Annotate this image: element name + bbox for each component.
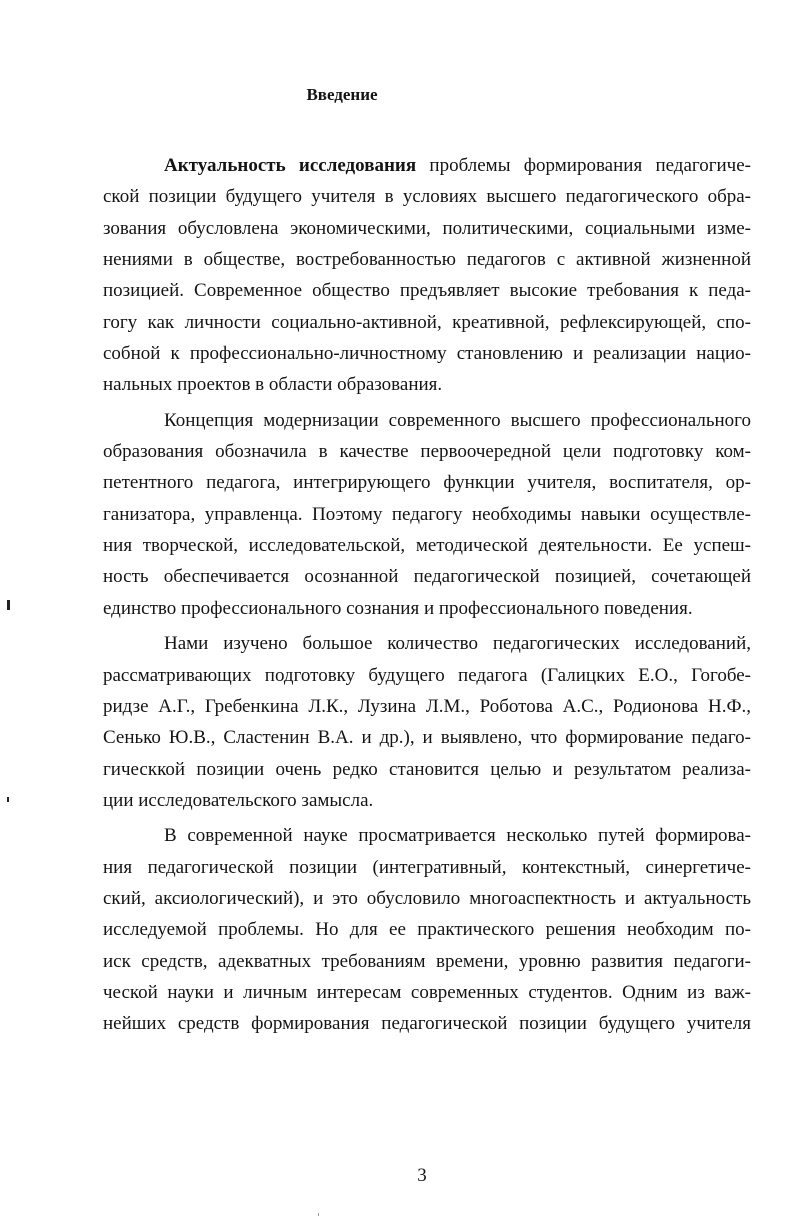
paragraph bbox=[103, 405, 751, 624]
text-line: Нами изучено большое количество педагогических исследований, bbox=[164, 633, 751, 655]
text-line: ридзе А.Г., Гребенкина Л.К., Лузина Л.М., Роботова А.С., Родионова Н.Ф., bbox=[103, 695, 751, 717]
text-line: гическкой позиции очень редко становится целью и результатом реализа- bbox=[103, 758, 751, 780]
text-line: гогу как личности социально-активной, креативной, рефлексирующей, спо- bbox=[103, 311, 751, 333]
text-line: единство профессионального сознания и профессионального поведения. bbox=[103, 597, 693, 619]
text-line: нейших средств формирования педагогической позиции будущего учителя bbox=[103, 1013, 751, 1035]
text-line: ской позиции будущего учителя в условиях высшего педагогического обра- bbox=[103, 186, 751, 208]
text-line: образования обозначила в качестве первоочередной цели подготовку ком- bbox=[103, 441, 751, 463]
scan-mark bbox=[7, 797, 9, 802]
text-line: ции исследовательского замысла. bbox=[103, 789, 374, 811]
text-line: ский, аксиологический), и это обусловило многоаспектность и актуальность bbox=[103, 887, 751, 909]
text-line: позицией. Современное общество предъявляет высокие требования к педа- bbox=[103, 280, 751, 302]
text-line: нальных проектов в области образования. bbox=[103, 374, 443, 396]
text-line: Сенько Ю.В., Сластенин В.А. и др.), и выявлено, что формирование педаго- bbox=[103, 727, 751, 749]
paragraph bbox=[103, 628, 751, 816]
text-line: рассматривающих подготовку будущего педагога (Галицких Е.О., Гогобе- bbox=[103, 664, 751, 686]
bold-lead-phrase: Актуальность исследования bbox=[164, 155, 417, 176]
text-line: петентного педагога, интегрирующего функции учителя, воспитателя, ор- bbox=[103, 472, 751, 494]
page-number: 3 bbox=[417, 1165, 427, 1186]
paragraph bbox=[103, 820, 751, 1039]
text-line: зования обусловлена экономическими, политическими, социальными изме- bbox=[103, 217, 751, 239]
text-line: ность обеспечивается осознанной педагогической позицией, сочетающей bbox=[103, 566, 751, 588]
body-text bbox=[103, 150, 751, 1040]
text-line: ния творческой, исследовательской, методической деятельности. Ее успеш- bbox=[103, 535, 751, 557]
text-line: исследуемой проблемы. Но для ее практического решения необходим по- bbox=[103, 919, 751, 941]
scan-mark bbox=[318, 1213, 319, 1216]
text-line: Актуальность исследования проблемы формирования педагогиче- bbox=[164, 155, 751, 176]
text-line: Концепция модернизации современного высшего профессионального bbox=[164, 409, 751, 431]
text-line: В современной науке просматривается несколько путей формирова- bbox=[164, 825, 751, 847]
text-line: ганизатора, управленца. Поэтому педагогу необходимы навыки осуществле- bbox=[103, 503, 751, 525]
scan-mark bbox=[7, 600, 10, 610]
text-line: ческой науки и личным интересам современных студентов. Одним из важ- bbox=[103, 981, 751, 1003]
text-line: иск средств, адекватных требованиям времени, уровню развития педагоги- bbox=[103, 950, 751, 972]
text-line: ния педагогической позиции (интегративный, контекстный, синергетиче- bbox=[103, 856, 751, 878]
page-title: Введение bbox=[306, 85, 378, 104]
text-line: нениями в обществе, востребованностью педагогов с активной жизненной bbox=[103, 249, 751, 271]
text-line: собной к профессионально-личностному становлению и реализации нацио- bbox=[103, 343, 751, 365]
paragraph bbox=[103, 150, 751, 401]
